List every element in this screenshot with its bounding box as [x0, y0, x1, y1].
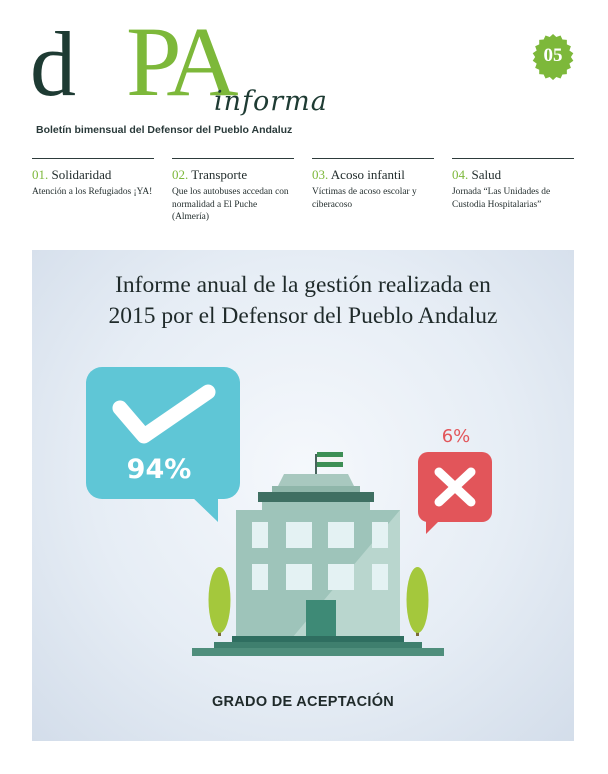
section-3-desc: Víctimas de acoso escolar y ciberacoso [312, 187, 417, 210]
section-3-name: Acoso infantil [330, 167, 405, 182]
tree-right [407, 567, 429, 636]
section-4-desc: Jornada “Las Unidades de Custodia Hospitalarias” [452, 187, 551, 210]
logo-pa: PA [126, 6, 233, 117]
section-2-desc: Que los autobuses accedan con normalidad a El Puche (Almería) [172, 187, 289, 223]
issue-badge [530, 34, 576, 80]
section-4[interactable] [452, 158, 574, 211]
issue-number: 05 [543, 45, 563, 66]
section-1-desc: Atención a los Refugiados ¡YA! [32, 187, 153, 197]
section-1-name: Solidaridad [51, 167, 112, 182]
sections-row [32, 158, 576, 228]
section-4-title [452, 167, 574, 183]
acceptance-illustration [32, 250, 574, 741]
reject-percentage: 6% [441, 426, 471, 447]
section-1[interactable] [32, 158, 154, 199]
feature-title-line2: 2015 por el Defensor del Pueblo Andaluz [108, 303, 498, 329]
accept-bubble [86, 367, 240, 522]
section-2-title [172, 167, 294, 183]
feature-panel [32, 250, 574, 741]
section-3-num: 03. [312, 167, 329, 182]
section-2-name: Transporte [191, 167, 248, 182]
section-1-num: 01. [32, 167, 49, 182]
feature-title-line1: Informe anual de la gestión realizada en [115, 272, 491, 298]
masthead [30, 6, 590, 136]
accept-percentage: 94% [126, 454, 192, 485]
section-4-name: Salud [471, 167, 502, 182]
section-4-num: 04. [452, 167, 469, 182]
logo-d: d [30, 13, 72, 115]
logo-informa: informa [214, 86, 328, 117]
reject-bubble [418, 452, 492, 534]
feature-caption: GRADO DE ACEPTACIÓN [211, 694, 395, 710]
tagline: Boletín bimensual del Defensor del Pueblo Andaluz [36, 124, 293, 136]
section-3-title [312, 167, 434, 183]
tree-left [209, 567, 231, 636]
section-3[interactable] [312, 158, 434, 211]
section-2[interactable] [172, 158, 294, 224]
section-2-num: 02. [172, 167, 189, 182]
section-1-title [32, 167, 154, 183]
